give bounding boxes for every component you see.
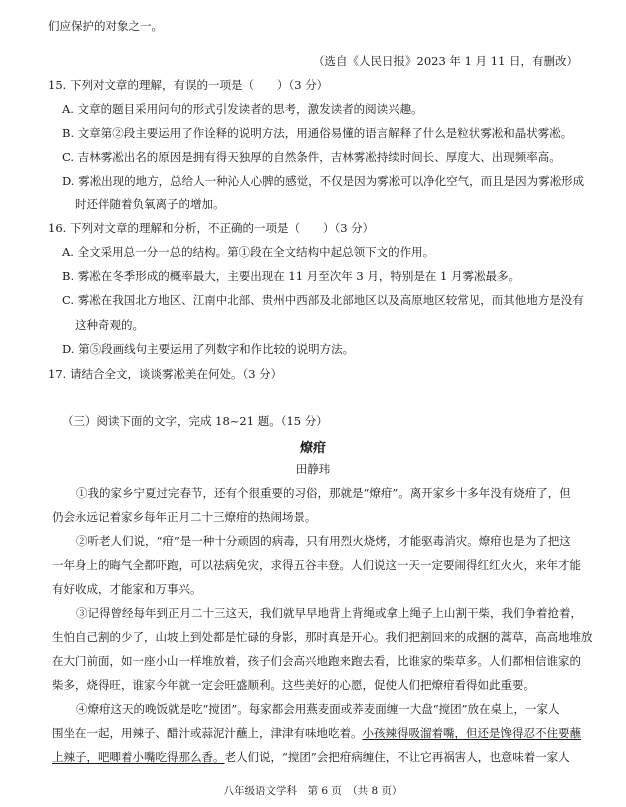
paragraph-2-cont: 有好收成，才能家和万事兴。 — [52, 582, 202, 596]
paragraph-3-cont: 柴多，烧得旺，谁家今年就一定会旺盛顺利。这些美好的心愿，促使人们把燎疳看得如此重要。 — [52, 678, 535, 692]
paragraph-4: ④燎疳这天的晚饭就是吃“搅团”。每家都会用燕麦面或荞麦面缠一大盘“搅团”放在桌上，一家人 — [76, 702, 560, 716]
paragraph-4-text: 老人们说，“搅团”会把疳病缠住，不让它再祸害人，也意味着一家人 — [224, 750, 570, 764]
article-author: 田静玮 — [295, 462, 331, 476]
paragraph-2: ②听老人们说，“疳”是一种十分顽固的病毒，只有用烈火烧烤，才能驱毒消灾。燎疳也是为了把这 — [76, 534, 571, 548]
paragraph-3-cont: 生怕自己割的少了，山坡上到处都是忙碌的身影，那时真是开心。我们把割回来的成捆的蒿草，高高地堆放 — [52, 630, 593, 644]
underlined-sentence: 小孩辣得吸溜着嘴，但还是馋得忍不住要蘸 — [362, 726, 581, 740]
paragraph-4-text: 围坐在一起，用辣子、醋汁或蒜泥汁蘸上，津津有味地吃着。 — [52, 726, 363, 740]
question-17: 17. 请结合全文，谈谈雾凇美在何处。（3 分） — [48, 367, 283, 381]
question-16: 16. 下列对文章的理解和分析，不正确的一项是（ ）（3 分） — [48, 221, 375, 235]
option-16b: B. 雾凇在冬季形成的概率最大，主要出现在 11 月至次年 3 月，特别是在 1 月雾凇最多。 — [62, 269, 520, 283]
paragraph-4-cont — [52, 725, 581, 741]
option-16a: A. 全文采用总一分一总的结构。第①段在全文结构中起总领下文的作用。 — [62, 245, 435, 259]
option-15d: D. 雾凇出现的地方，总给人一种沁人心脾的感觉，不仅是因为雾凇可以净化空气，而且是因为雾凇形成 — [62, 174, 585, 188]
paragraph-3: ③记得曾经每年到正月二十三这天，我们就早早地背上背绳或拿上绳子上山割干柴，我们争着抢着， — [76, 606, 582, 620]
paragraph-1-cont: 仍会永远记着家乡每年正月二十三燎疳的热闹场景。 — [52, 510, 317, 524]
option-16d: D. 第⑤段画线句主要运用了列数字和作比较的说明方法。 — [62, 342, 355, 356]
option-15a: A. 文章的题目采用问句的形式引发读者的思考，激发读者的阅读兴趣。 — [62, 102, 423, 116]
option-15c: C. 吉林雾凇出名的原因是拥有得天独厚的自然条件，吉林雾凇持续时间长、厚度大、出现频率高。 — [62, 150, 561, 164]
text-line: 们应保护的对象之一。 — [48, 19, 163, 33]
source-citation: （选自《人民日报》2023 年 1 月 11 日，有删改） — [313, 54, 578, 68]
page-footer: 八年级语文学科 第 6 页 （共 8 页） — [223, 785, 403, 797]
underlined-sentence: 上辣子，吧唧着小嘴吃得那么香。 — [52, 750, 225, 764]
paragraph-3-cont: 在大门前面，如一座小山一样堆放着，孩子们会高兴地跑来跑去看，比谁家的柴草多。人们都相信谁家的 — [52, 654, 581, 668]
option-15b: B. 文章第②段主要运用了作诠释的说明方法，用通俗易懂的语言解释了什么是粒状雾凇和晶状雾凇。 — [62, 126, 573, 140]
option-16c-cont: 这种奇观的。 — [75, 318, 144, 332]
option-16c: C. 雾凇在我国北方地区、江南中北部、贵州中西部及北部地区以及高原地区较常见，而其他地方是没有 — [62, 293, 584, 307]
option-15d-cont: 时还伴随着负氧离子的增加。 — [75, 197, 225, 211]
paragraph-4-cont — [52, 749, 570, 765]
question-15: 15. 下列对文章的理解，有误的一项是（ ）（3 分） — [48, 78, 329, 92]
section-3-heading: （三）阅读下面的文字，完成 18~21 题。（15 分） — [62, 414, 328, 428]
article-title: 燎疳 — [299, 441, 326, 456]
paragraph-1: ①我的家乡宁夏过完春节，还有个很重要的习俗，那就是“燎疳”。离开家乡十多年没有烧疳了，但 — [76, 486, 571, 500]
paragraph-2-cont: 一年身上的晦气全都吓跑，可以祛病免灾，求得五谷丰登。人们说这一天一定要闹得红红火火，来年才能 — [52, 558, 581, 572]
